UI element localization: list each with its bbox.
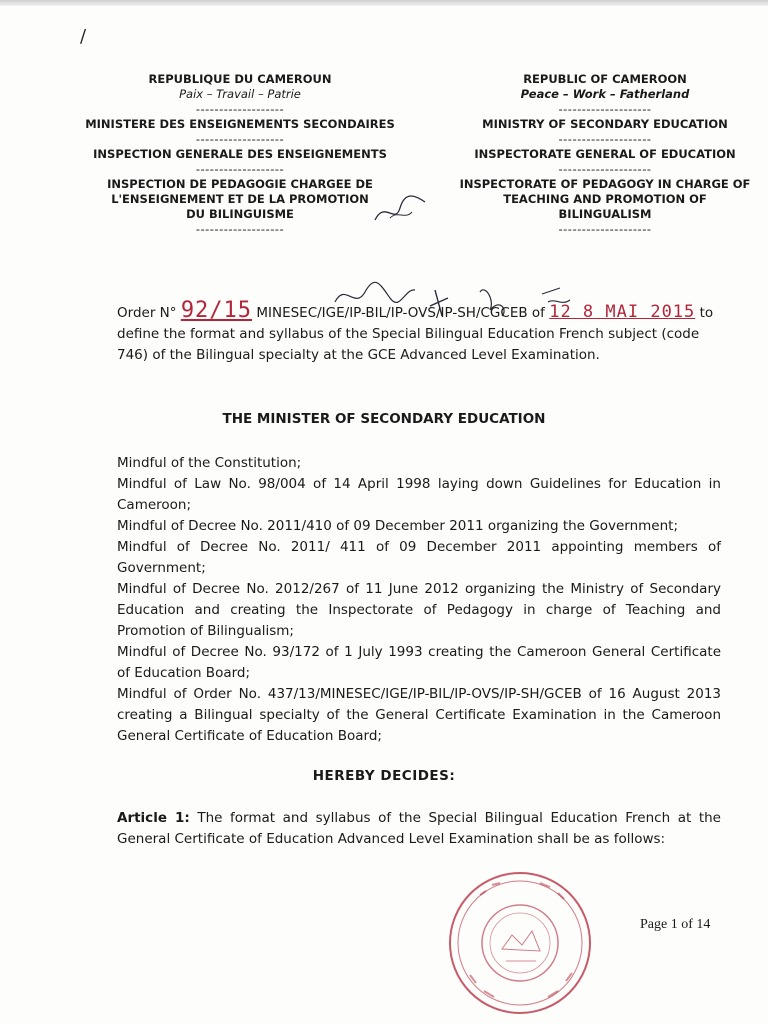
country-en: REPUBLIC OF CAMEROON <box>523 72 687 86</box>
header-right <box>440 72 768 237</box>
separator: ------------------- <box>195 102 285 116</box>
order-paragraph <box>117 300 721 366</box>
mindful-item: Mindful of the Constitution; <box>117 455 302 471</box>
separator: -------------------- <box>558 132 652 146</box>
dept-fr-line1: INSPECTION DE PEDAGOGIE CHARGEE DE <box>107 177 373 191</box>
mindful-item: Mindful of Order No. 437/13/MINESEC/IGE/IP-BIL/IP-OVS/IP-SH/GCEB of 16 August 2013 creating a Bilingual specialty of the General Certificate Examination in the Cameroon General Certificate of Education Board; <box>117 686 721 744</box>
dept-en-line1: INSPECTORATE OF PEDAGOGY IN CHARGE OF <box>459 177 751 191</box>
dept-fr-line2: L'ENSEIGNEMENT ET DE LA PROMOTION <box>111 192 369 206</box>
mindful-list <box>117 453 721 747</box>
mindful-item: Mindful of Decree No. 2011/410 of 09 December 2011 organizing the Government; <box>117 518 679 534</box>
mindful-item: Mindful of Decree No. 93/172 of 1 July 1993 creating the Cameroon General Certificate of Education Board; <box>117 644 721 681</box>
dept-en-line3: BILINGUALISM <box>558 207 652 221</box>
separator: -------------------- <box>558 102 652 116</box>
inspection-en: INSPECTORATE GENERAL OF EDUCATION <box>474 147 736 161</box>
country-fr: REPUBLIQUE DU CAMEROUN <box>148 72 332 86</box>
separator: ------------------- <box>195 222 285 236</box>
page-top-edge <box>0 0 768 6</box>
motto-fr: Paix – Travail – Patrie <box>179 87 301 101</box>
order-text: define the format and syllabus of the Special Bilingual Education French subject (code 746) of the Bilingual specialty at the GCE Advanced Level Examination. <box>117 326 700 363</box>
inspection-fr: INSPECTION GENERALE DES ENSEIGNEMENTS <box>93 147 387 161</box>
signature-initials <box>370 190 430 230</box>
separator: -------------------- <box>558 222 652 236</box>
separator: ------------------- <box>195 162 285 176</box>
official-seal-icon <box>440 865 600 1015</box>
mindful-item: Mindful of Decree No. 2011/ 411 of 09 December 2011 appointing members of Government; <box>117 539 721 576</box>
page-number: Page 1 of 14 <box>640 917 711 932</box>
ministry-fr: MINISTERE DES ENSEIGNEMENTS SECONDAIRES <box>85 117 395 131</box>
order-reference: MINESEC/IGE/IP-BIL/IP-OVS/IP-SH/CGCEB of <box>256 305 545 321</box>
minister-heading: THE MINISTER OF SECONDARY EDUCATION <box>222 411 546 427</box>
dept-fr-line3: DU BILINGUISME <box>186 207 294 221</box>
article-1 <box>117 808 721 850</box>
mindful-item: Mindful of Decree No. 2012/267 of 11 June 2012 organizing the Ministry of Secondary Education and creating the Inspectorate of Pedagogy in charge of Teaching and Promotion of Bilingualism; <box>117 581 721 639</box>
ministry-en: MINISTRY OF SECONDARY EDUCATION <box>482 117 728 131</box>
article-text: The format and syllabus of the Special Bilingual Education French at the General Certificate of Education Advanced Level Examination shall be as follows: <box>117 810 721 847</box>
header-left <box>80 72 400 237</box>
separator: ------------------- <box>195 132 285 146</box>
order-number: 92/15 <box>180 298 253 323</box>
margin-mark: / <box>80 26 87 47</box>
motto-en: Peace – Work – Fatherland <box>520 87 690 101</box>
order-date: 12 8 MAI 2015 <box>549 302 696 322</box>
order-prefix: Order N° <box>117 305 177 321</box>
mindful-item: Mindful of Law No. 98/004 of 14 April 1998 laying down Guidelines for Education in Cameroon; <box>117 476 721 513</box>
article-label: Article 1: <box>117 810 190 826</box>
decides-heading: HEREBY DECIDES: <box>312 768 456 784</box>
separator: -------------------- <box>558 162 652 176</box>
order-suffix: to <box>699 305 714 321</box>
dept-en-line2: TEACHING AND PROMOTION OF <box>503 192 707 206</box>
